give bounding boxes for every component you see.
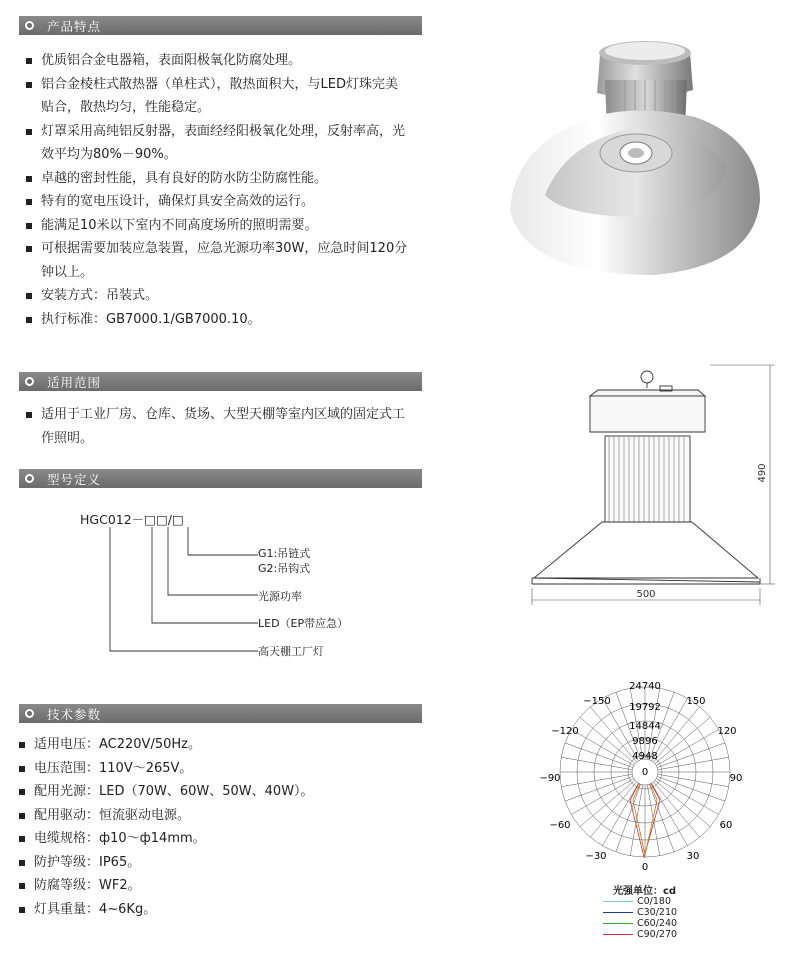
spec-item: 灯具重量：4~6Kg。 [18, 898, 314, 922]
angle-label: 120 [717, 726, 737, 737]
section-title-scope: 适用范围 [47, 374, 102, 390]
feature-item: 优质铝合金电器箱，表面阳极氧化防腐处理。 [25, 49, 407, 73]
legend-item [603, 929, 677, 940]
feature-item: 能满足10米以下室内不同高度场所的照明需要。 [25, 214, 407, 238]
angle-label: 0 [641, 862, 649, 873]
spec-item: 防护等级：IP65。 [18, 851, 314, 875]
angle-label: 30 [686, 851, 700, 862]
feature-item: 安装方式：吊装式。 [25, 284, 407, 308]
width-dimension-label: 500 [636, 589, 656, 600]
feature-item: 可根据需要加装应急装置，应急光源功率30W，应急时间120分 [25, 237, 407, 261]
legend-label: C30/210 [637, 907, 678, 918]
lamp-photo [505, 35, 765, 280]
legend-item [603, 896, 677, 907]
section-title-specs: 技术参数 [47, 706, 102, 722]
angle-label: 60 [719, 820, 733, 831]
feature-item: 特有的宽电压设计，确保灯具安全高效的运行。 [25, 190, 407, 214]
legend-swatch [603, 934, 633, 935]
feature-item: 执行标准：GB7000.1/GB7000.10。 [25, 308, 407, 332]
section-bar-features [19, 16, 422, 35]
circle-bullet-icon [25, 474, 34, 483]
intensity-unit-label: 光强单位：cd [613, 886, 677, 897]
feature-item: 铝合金棱柱式散热器（单柱式），散热面积大，与LED灯珠完美 [25, 73, 407, 97]
spec-item: 防腐等级：WF2。 [18, 874, 314, 898]
angle-label: −90 [539, 773, 561, 784]
scope-item: 适用于工业厂房、仓库、货场、大型天棚等室内区域的固定式工 [25, 403, 405, 427]
model-label-g2: G2:吊钩式 [258, 562, 311, 575]
radial-label: 24740 [629, 681, 661, 692]
section-title-model: 型号定义 [47, 471, 102, 487]
legend-swatch [603, 912, 633, 913]
angle-label: −60 [549, 820, 571, 831]
feature-item-continuation: 效平均为80%－90%。 [41, 147, 177, 162]
legend-item [603, 907, 677, 918]
radial-label: 19792 [629, 702, 661, 713]
model-label-power: 光源功率 [258, 590, 302, 603]
circle-bullet-icon [25, 709, 34, 718]
angle-label: −150 [583, 696, 611, 707]
section-title-features: 产品特点 [47, 18, 102, 34]
legend-item [603, 918, 677, 929]
polar-legend [603, 896, 677, 940]
lamp-dimension-drawing [520, 360, 790, 610]
angle-label: −120 [551, 726, 579, 737]
feature-item-continuation: 贴合，散热均匀，性能稳定。 [41, 100, 211, 115]
center-label: 0 [641, 767, 649, 778]
model-label-led: LED（EP带应急） [258, 617, 349, 630]
feature-item: 灯罩采用高纯铝反射器，表面经经阳极氧化处理，反射率高，光 [25, 120, 407, 144]
scope-item-continuation: 作照明。 [41, 430, 94, 446]
legend-label: C90/270 [637, 929, 678, 940]
specs-list [18, 733, 314, 921]
legend-label: C60/240 [637, 918, 678, 929]
angle-label: 150 [686, 696, 706, 707]
spec-item: 电压范围：110V～265V。 [18, 757, 314, 781]
feature-item-continuation: 钟以上。 [41, 264, 94, 280]
spec-item: 配用驱动：恒流驱动电源。 [18, 804, 314, 828]
spec-item: 电缆规格：ф10～ф14mm。 [18, 827, 314, 851]
radial-label: 4948 [632, 751, 658, 762]
section-bar-model [19, 469, 422, 488]
polar-intensity-diagram [530, 680, 760, 880]
legend-swatch [603, 901, 633, 902]
model-label-g1: G1:吊链式 [258, 547, 311, 560]
spec-item: 适用电压：AC220V/50Hz。 [18, 733, 314, 757]
model-diagram-lines [100, 525, 270, 665]
section-bar-specs [19, 704, 422, 723]
radial-label: 9896 [632, 736, 658, 747]
legend-label: C0/180 [637, 896, 672, 907]
model-label-name: 高天棚工厂灯 [258, 645, 324, 658]
angle-label: 90 [729, 773, 743, 784]
feature-item: 卓越的密封性能，具有良好的防水防尘防腐性能。 [25, 167, 407, 191]
height-dimension-label: 490 [757, 463, 768, 483]
radial-label: 14844 [629, 721, 661, 732]
circle-bullet-icon [25, 377, 34, 386]
section-bar-scope [19, 372, 422, 391]
angle-label: −30 [585, 851, 607, 862]
scope-list [25, 403, 405, 450]
legend-swatch [603, 923, 633, 924]
features-list [25, 49, 407, 331]
spec-item: 配用光源：LED（70W、60W、50W、40W）。 [18, 780, 314, 804]
circle-bullet-icon [25, 21, 34, 30]
model-code: HGC012－□□/□ [80, 512, 184, 527]
